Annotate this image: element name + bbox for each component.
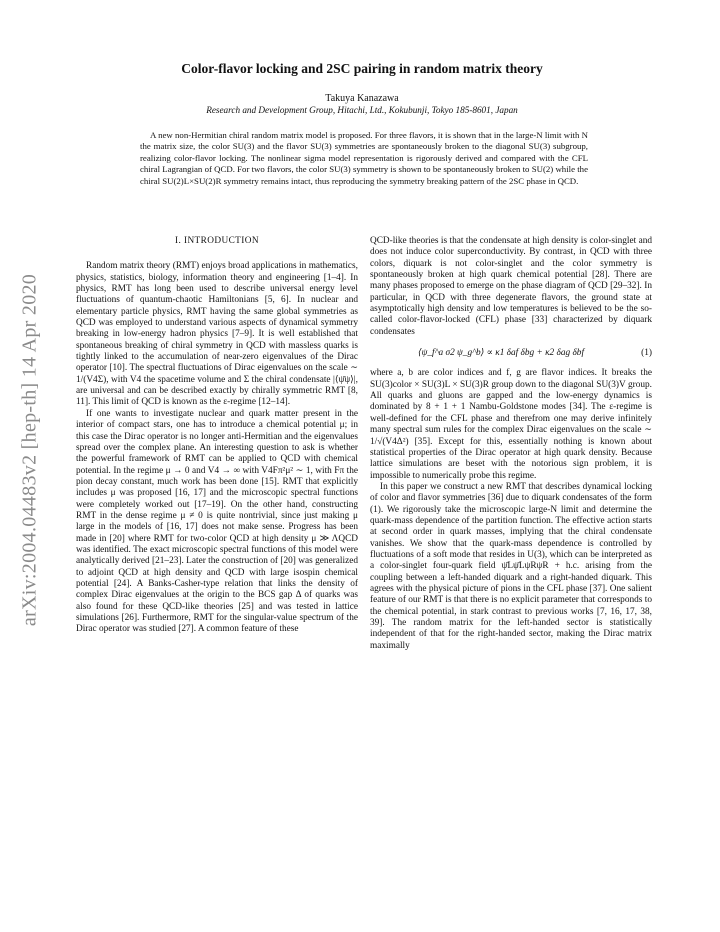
paper-author: Takuya Kanazawa (325, 93, 399, 104)
paper-title: Color-flavor locking and 2SC pairing in random matrix theory (181, 61, 543, 76)
paragraph: If one wants to investigate nuclear and quark matter present in the interior of compact stars, one has to introduce a chemical potential μ; in this case the Dirac operator is no longer anti-Hermitian and the eigenvalues spread over the complex plane. An interesting question to ask is whether the powerful framework of RMT can be applied to QCD with chemical potential. In the regime μ → 0 and V4 → ∞ with V4Fπ²μ² ∼ 1, with Fπ the pion decay constant, much work has been done [15]. RMT that explicitly includes μ was proposed [16, 17] and the microscopic spectral functions were completely worked out [17–19]. On the other hand, constructing RMT in the dense regime μ ≠ 0 is quite nontrivial, since just making μ large in the models of [16, 17] does not make sense. Progress has been made in [20] where RMT for two-color QCD at high density μ ≫ ΛQCD was identified. The exact microscopic spectral functions of this model were analytically derived [21–23]. Later the construction of [20] was generalized to adjoint QCD at high density and QCD with large isospin chemical potential [24]. A Banks-Casher-type relation that links the density of complex Dirac eigenvalues at the origin to the BCS gap Δ of quarks was also found for these QCD-like theories [25] and was tested in lattice simulations [26]. Furthermore, RMT for the singular-value spectrum of the Dirac operator was studied [27]. A common feature of these (76, 408, 358, 635)
arxiv-stamp-text: arXiv:2004.04483v2 [hep-th] 14 Apr 2020 (18, 273, 41, 627)
right-column (370, 236, 652, 652)
paragraph: where a, b are color indices and f, g are flavor indices. It breaks the SU(3)color × SU(3)L × SU(3)R group down to the diagonal SU(3)V group. All quarks and gluons are gapped and the low-energy dynamics is dominated by 8 + 1 + 1 Nambu-Goldstone modes [34]. The ε-regime is well-defined for the CFL phase and therefrom one may derive infinitely many spectral sum rules for the complex Dirac eigenvalues on the scale ∼ 1/√(V4Δ²) [35]. Except for this, essentially nothing is known about statistical properties of the Dirac operator at high quark density. Because lattice simulations are beset with the notorious sign problem, it is impossible to numerically probe this regime. (370, 368, 652, 481)
arxiv-stamp (6, 250, 54, 650)
paper-affiliation: Research and Development Group, Hitachi, Ltd., Kokubunji, Tokyo 185-8601, Japan (206, 105, 518, 115)
equation-text: ⟨ψ_f^a σ2 ψ_g^b⟩ ∝ κ1 δaf δbg + κ2 δag δbf (417, 348, 585, 359)
paragraph: Random matrix theory (RMT) enjoys broad applications in mathematics, physics, statistics, biology, information theory and engineering [1–4]. In physics, RMT has long been used to describe universal energy level fluctuations of quantum-chaotic Hamiltonians [5, 6]. In nuclear and elementary particle physics, RMT having the same global symmetries as QCD was employed to understand various aspects of dynamical symmetry breaking in low-energy hadron physics [7–9]. It is well established that spontaneous breaking of chiral symmetry in QCD with massless quarks is tightly linked to the accumulation of near-zero eigenvalues of the Dirac operator [10]. The spectral fluctuations of Dirac eigenvalues on the scale ∼ 1/(V4Σ), with V4 the spacetime volume and Σ the chiral condensate |⟨ψ̄ψ⟩|, are universal and can be described exactly by chirally symmetric RMT [8, 11]. This limit of QCD is known as the ε-regime [12–14]. (76, 261, 358, 408)
section-heading: I. INTRODUCTION (175, 236, 259, 246)
paragraph: In this paper we construct a new RMT that describes dynamical locking of color and flavor symmetries [36] due to diquark condensates of the form (1). We rigorously take the microscopic large-N limit and determine the quark-mass dependence of the partition function. The effective action starts at second order in quark masses, implying that the chiral condensate vanishes. We show that the quark-mass dependence is controlled by fluctuations of a soft mode that resides in U(3), which can be interpreted as a color-singlet four-quark field ψ̄Lψ̄LψRψR + h.c. arising from the coupling between a left-handed diquark and a right-handed diquark. This agrees with the physical picture of pions in the CFL phase [37]. One salient feature of our RMT is that there is no explicit parameter that corresponds to the chemical potential, in stark contrast to previous works [7, 16, 17, 38, 39]. The random matrix for the left-handed sector is statistically independent of that for the right-handed sector, making the Dirac matrix maximally (370, 481, 652, 651)
left-column (76, 236, 358, 636)
abstract: A new non-Hermitian chiral random matrix model is proposed. For three flavors, it is shown that in the large-N limit with N the matrix size, the color SU(3) and the flavor SU(3) symmetries are spontaneously broken to the diagonal SU(3) subgroup, realizing color-flavor locking. The nonlinear sigma model representation is rigorously derived and compared with the CFL chiral Lagrangian of QCD. For two flavors, the color SU(3) symmetry is shown to be spontaneously broken to SU(2) while the chiral SU(2)L×SU(2)R symmetry remains intact, thus reproducing the symmetry breaking pattern of the 2SC phase in QCD. (140, 130, 588, 186)
equation-number: (1) (641, 348, 652, 359)
equation-1 (370, 348, 652, 359)
paragraph: QCD-like theories is that the condensate at high density is color-singlet and does not induce color superconductivity. By contrast, in QCD with three colors, diquark is not color-singlet and the color symmetry is spontaneously broken at high quark chemical potential [28]. There are many phases proposed to emerge on the phase diagram of QCD [29–32]. In particular, in QCD with three degenerate flavors, the ground state at asymptotically high density and low temperatures is believed to be the so-called color-flavor-locked (CFL) phase [33] characterized by diquark condensates (370, 236, 652, 337)
